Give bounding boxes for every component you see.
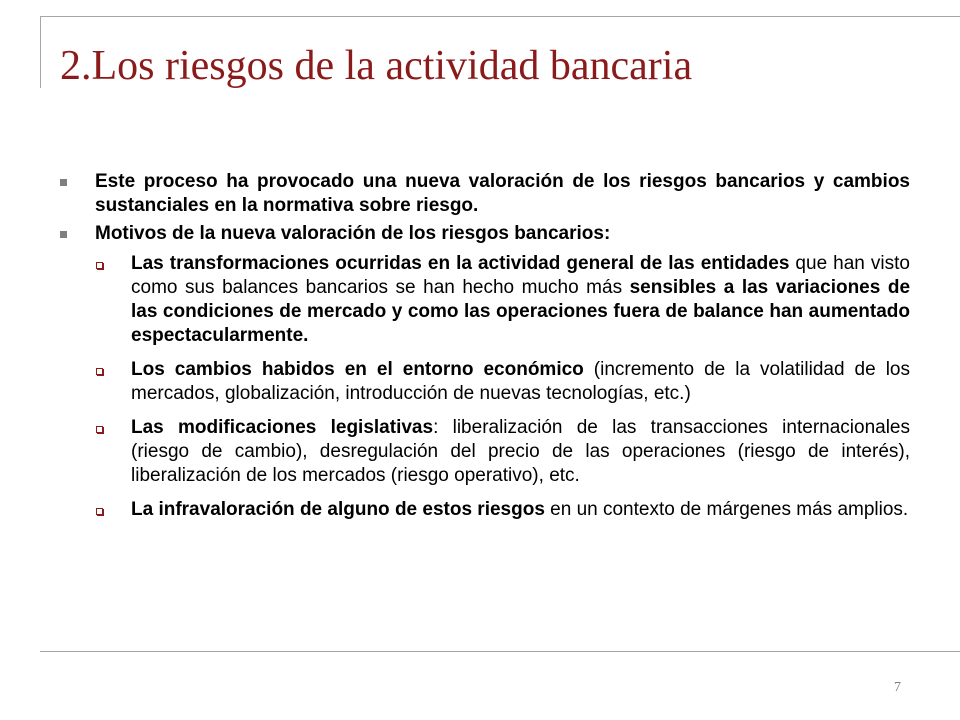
hollow-square-bullet-icon [96, 262, 103, 269]
hollow-square-bullet-icon [96, 508, 103, 515]
bullet-text: Motivos de la nueva valoración de los riesgos bancarios: [95, 223, 611, 244]
sub-bullet-text: : liberalización de las transacciones internacionales (riesgo de cambio), desregulación del precio de las operaciones (riesgo de interés), liberalización de los mercados (riesgo operativo), etc. [131, 417, 910, 486]
filled-square-bullet-icon [60, 179, 67, 186]
sub-bullet-bold-text: La infravaloración de alguno de estos riesgos [131, 499, 545, 520]
filled-square-bullet-icon [60, 231, 67, 238]
sub-bullet-item [93, 416, 910, 488]
hollow-square-bullet-icon [96, 368, 103, 375]
hollow-square-bullet-icon [96, 426, 103, 433]
bullet-item [58, 222, 910, 246]
slide-title: 2.Los riesgos de la actividad bancaria [60, 43, 693, 89]
sub-bullet-bold-text: Las transformaciones ocurridas en la actividad general de las entidades [131, 253, 790, 274]
sub-bullet-bold-text: sensibles a las variaciones de las condiciones de mercado y como las operaciones fuera de balance han aumentado espectacularmente. [131, 277, 911, 346]
bullet-item [58, 170, 910, 218]
bullet-text: Este proceso ha provocado una nueva valoración de los riesgos bancarios y cambios sustanciales en la normativa sobre riesgo. [95, 171, 910, 216]
footer-rule [40, 651, 960, 652]
sub-bullet-text: en un contexto de márgenes más amplios. [544, 499, 909, 520]
title-frame-vertical-rule [40, 16, 41, 88]
sub-bullet-item [93, 358, 910, 406]
sub-bullet-bold-text: Las modificaciones legislativas [131, 417, 434, 438]
slide-body [58, 170, 910, 522]
page-number: 7 [894, 680, 901, 695]
title-frame-horizontal-rule [40, 16, 960, 17]
sub-bullet-bold-text: Los cambios habidos en el entorno económico [131, 359, 584, 380]
sub-bullet-text: que han visto como sus balances bancarios se han hecho mucho más [131, 253, 910, 298]
sub-bullet-item [93, 498, 910, 522]
sub-bullet-item [93, 252, 910, 348]
sub-bullet-text: (incremento de la volatilidad de los mercados, globalización, introducción de nuevas tecnologías, etc.) [131, 359, 910, 404]
